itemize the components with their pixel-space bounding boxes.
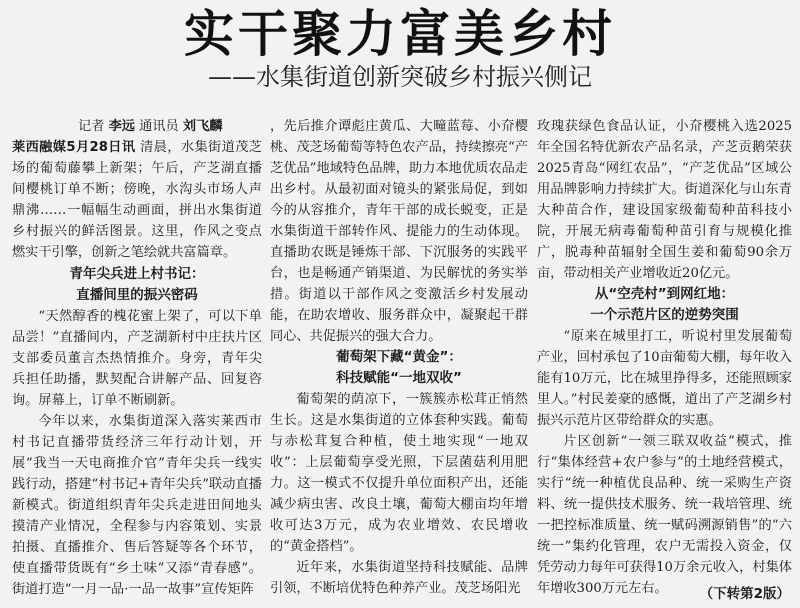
section1-paragraph-1: “天然醇香的槐花蜜上架了，可以下单品尝！”直播间内，产芝湖新村中庄扶片区支部委员董言杰热情推介。身旁，青年尖兵担任助播，默契配合讲解产品、回复咨询。屏幕上，订单不断刷新。 [12,309,262,408]
section3-paragraph-2: 片区创新“一领三联双收益”模式，推行“集体经营+农户参与”的土地经营模式，实行“统一种植优良品种、统一采购生产资料、统一提供技术服务、统一栽培管理、统一把控标准质量、统一赋码溯源销售”的“六统一”集约化管理，农户无需投入资金，仅凭劳动力每年可获得10万余元收入，村集体年增收300万元左右。 [537,434,792,596]
reporter-label: 记者 [77,119,105,134]
continued-note: （下转第2版） [699,586,790,602]
article-column-3 [537,116,792,604]
correspondent-name: 刘飞麟 [182,119,223,134]
section2-title-line2: 科技赋能“一地双收” [336,370,462,386]
section2-paragraph-2-continued: 玫瑰获绿色食品认证，小夼樱桃入选2025年全国名特优新农产品名录，产芝贡鹅荣获2025青岛“网红农品”，“产芝优品”区域公用品牌影响力持续扩大。街道深化与山东青大种苗合作，建设国家级葡萄种苗科技小院，开展无病毒葡萄种苗引育与规模化推广，脱毒种苗辐射全国生姜和葡萄90余万亩，带动相关产业增收近20亿元。 [537,119,792,281]
section1-title-line2: 直播间里的振兴密码 [76,287,198,303]
headline: 实干聚力富美乡村 [184,5,616,63]
dateline: 莱西融媒5月28日讯 [12,140,136,155]
byline [12,116,262,137]
section3-paragraph-1: “原来在城里打工，听说村里发展葡萄产业，回村承包了10亩葡萄大棚，每年收入能有10万元，比在城里挣得多，还能照顾家里人。”村民姜豪的感慨，道出了产芝湖乡村振兴示范片区带给群众的实惠。 [537,329,792,428]
article-column-2 [270,116,528,604]
section3-title-line2: 一个示范片区的逆势突围 [590,307,739,323]
section1-paragraph-2: 今年以来，水集街道深入落实莱西市村书记直播带货经济三年行动计划，开展“我当一天电商推介官”青年尖兵一线实践行动，搭建“村书记+青年尖兵”联动直播新模式。街道组织青年尖兵走进田间地头摸清产业情况，全程参与内容策划、实景拍摄、直播推介、售后答疑等各个环节，使直播带货既有“乡土味”又添“青春感”。街道打造“一月一品·一品一故事”宣传矩阵 [12,414,262,597]
section2-title-line1: 葡萄架下藏“黄金”： [336,349,462,365]
section1-title-line1: 青年尖兵进上村书记： [69,266,205,282]
correspondent-label: 通讯员 [139,119,179,134]
reporter-name: 李远 [108,119,135,134]
intro-text: 清晨，水集街道茂芝场的葡萄藤攀上新架；午后，产芝湖直播间樱桃订单不断；傍晚，水沟头市场人声鼎沸……一幅幅生动画面，拼出水集街道乡村振兴的鲜活图景。这里，作风之变点燃实干引擎，创新之笔绘就共富篇章。 [12,140,262,260]
section3-title-line1: 从“空壳村”到网红地： [594,286,735,302]
subhead: ——水集街道创新突破乡村振兴侧记 [208,63,592,91]
section2-paragraph-1: 葡萄架的荫凉下，一簇簇赤松茸正悄然生长。这是水集街道的立体套种实践。葡萄与赤松茸复合种植，使土地实现“一地双收”：上层葡萄享受光照，下层菌菇利用肥力。这一模式不仅提升单位面积产出，还能减少病虫害、改良土壤，葡萄大棚亩均年增收可达3万元，成为农业增效、农民增收的“黄金搭档”。 [270,392,528,554]
article-column-1 [12,116,262,604]
intro-paragraph [12,137,262,263]
section2-paragraph-2: 近年来，水集街道坚持科技赋能、品牌引领，不断培优特色种养产业。茂芝场阳光 [270,560,528,596]
section1-paragraph-2-continued: ，先后推介谭彪庄黄瓜、大疃蓝莓、小夼樱桃、茂芝场葡萄等特色农产品，持续擦亮“产芝优品”地域特色品牌，助力本地优质农品走出乡村。从最初面对镜头的紧张局促，到如今的从容推介，青年干部的成长蜕变，正是水集街道干部转作风、提能力的生动体现。直播助农既是锤炼干部、下沉服务的实践平台，也是畅通产销渠道、为民解忧的务实举措。街道以干部作风之变激活乡村发展动能，在助农增收、服务群众中，凝聚起干群同心、共促振兴的强大合力。 [270,119,528,344]
